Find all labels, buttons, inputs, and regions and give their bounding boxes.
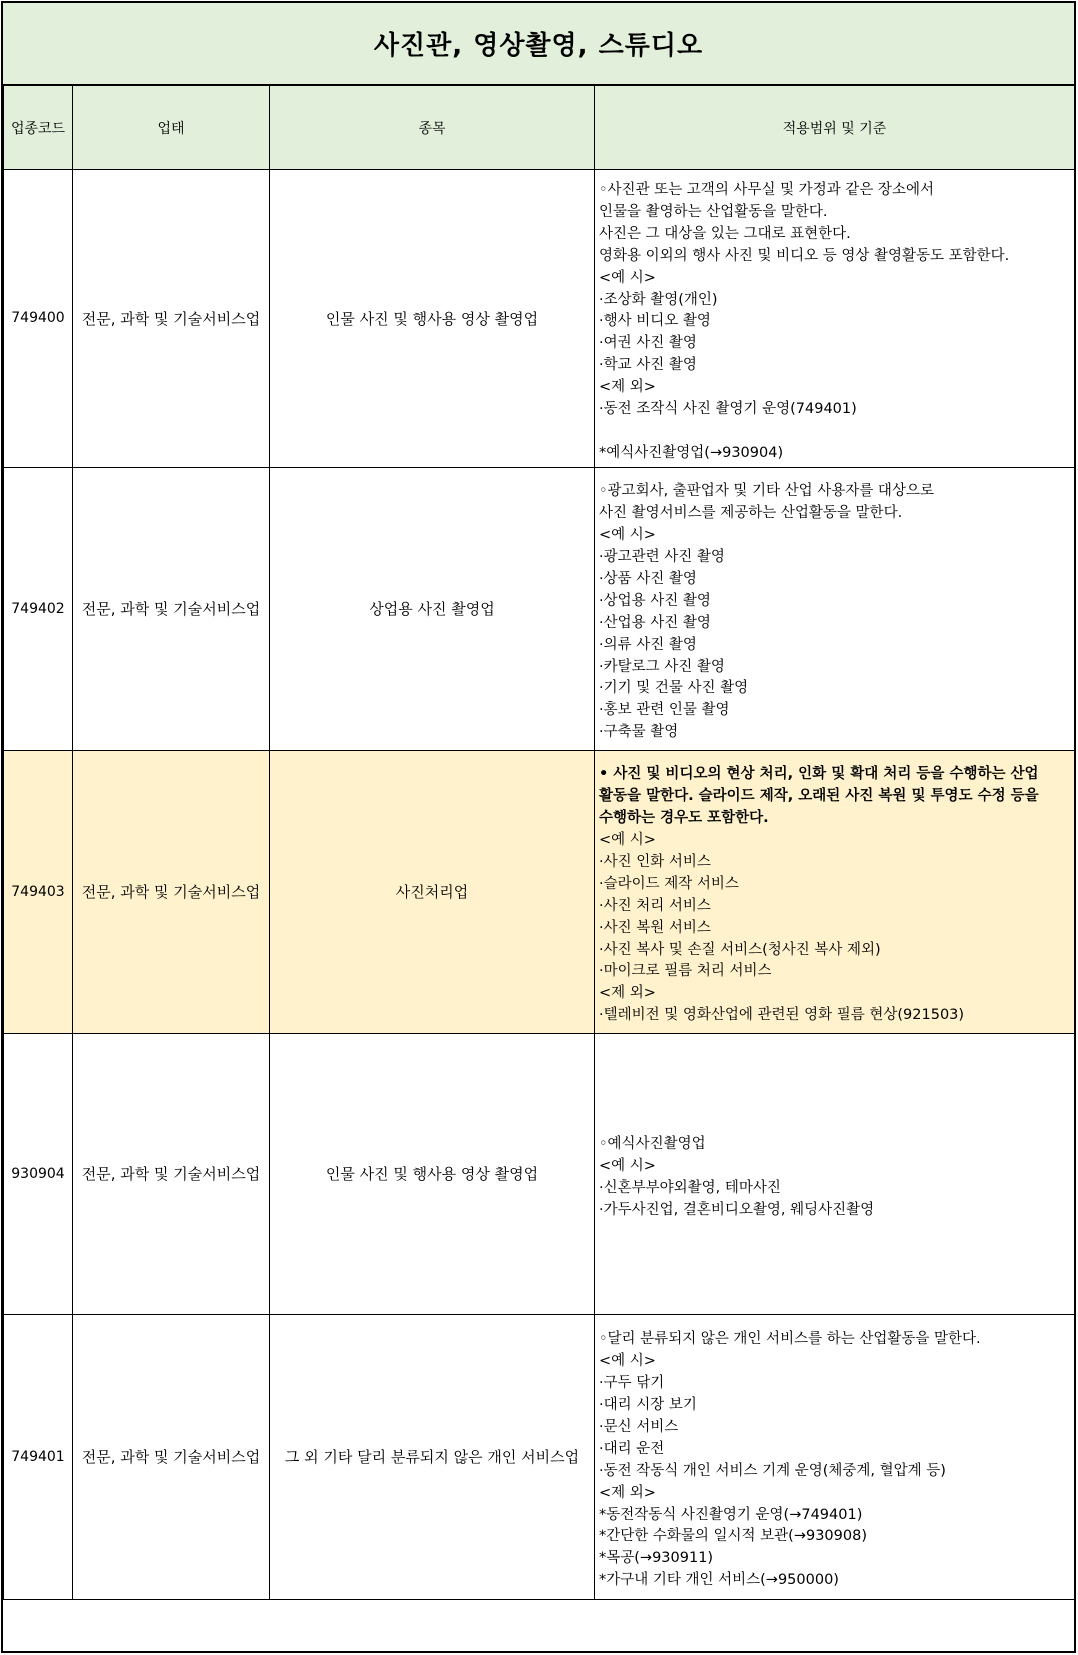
scope-line: ◦달리 분류되지 않은 개인 서비스를 하는 산업활동을 말한다. [599, 1331, 981, 1348]
cell-scope [595, 170, 1075, 468]
scope-line: ·행사 비디오 촬영 [599, 313, 711, 330]
header-code: 업종코드 [4, 86, 73, 170]
cell-item: 상업용 사진 촬영업 [270, 467, 595, 750]
scope-line: <예 시> [599, 1157, 656, 1174]
page-title: 사진관, 영상촬영, 스튜디오 [3, 3, 1074, 85]
cell-business: 전문, 과학 및 기술서비스업 [73, 170, 270, 468]
scope-line: *간단한 수화물의 일시적 보관(→930908) [599, 1528, 867, 1545]
scope-line: 영화용 이외의 행사 사진 및 비디오 등 영상 촬영활동도 포함한다. [599, 247, 1010, 264]
scope-line: ·사진 처리 서비스 [599, 897, 711, 914]
scope-line: ·학교 사진 촬영 [599, 357, 697, 374]
scope-line: ·텔레비전 및 영화산업에 관련된 영화 필름 현상(921503) [599, 1007, 965, 1024]
scope-line: ·사진 복원 서비스 [599, 919, 711, 936]
scope-bold-line: 수행하는 경우도 포함한다. [599, 810, 769, 827]
cell-scope [595, 1314, 1075, 1599]
scope-line: ·사진 복사 및 손질 서비스(청사진 복사 제외) [599, 941, 881, 958]
scope-line: ·대리 시장 보기 [599, 1397, 697, 1414]
table-row [4, 170, 1075, 468]
scope-line: <예 시> [599, 269, 656, 286]
table-row [4, 467, 1075, 750]
scope-line: 사진은 그 대상을 있는 그대로 표현한다. [599, 225, 851, 242]
scope-line: ·기기 및 건물 사진 촬영 [599, 680, 749, 697]
scope-line: <예 시> [599, 1353, 656, 1370]
scope-line: ·의류 사진 촬영 [599, 636, 697, 653]
scope-line: ·구축물 촬영 [599, 724, 679, 741]
scope-line: *가구내 기타 개인 서비스(→950000) [599, 1572, 839, 1589]
scope-line: ·홍보 관련 인물 촬영 [599, 702, 730, 719]
cell-business: 전문, 과학 및 기술서비스업 [73, 467, 270, 750]
scope-line: ·슬라이드 제작 서비스 [599, 875, 739, 892]
scope-line: *동전작동식 사진촬영기 운영(→749401) [599, 1506, 863, 1523]
category-table [3, 85, 1075, 1600]
scope-bold-line: 활동을 말한다. 슬라이드 제작, 오래된 사진 복원 및 투영도 수정 등을 [599, 788, 1039, 805]
scope-line: ·상품 사진 촬영 [599, 570, 697, 587]
scope-line: ·여권 사진 촬영 [599, 335, 697, 352]
table-row [4, 1314, 1075, 1599]
cell-scope [595, 1033, 1075, 1314]
scope-line: *예식사진촬영업(→930904) [599, 444, 784, 461]
scope-line: 인물을 촬영하는 산업활동을 말한다. [599, 203, 828, 220]
scope-line: ·가두사진업, 결혼비디오촬영, 웨딩사진촬영 [599, 1201, 875, 1218]
cell-code: 749400 [4, 170, 73, 468]
cell-item: 그 외 기타 달리 분류되지 않은 개인 서비스업 [270, 1314, 595, 1599]
header-business: 업태 [73, 86, 270, 170]
cell-item: 인물 사진 및 행사용 영상 촬영업 [270, 1033, 595, 1314]
scope-line: ·사진 인화 서비스 [599, 853, 711, 870]
header-scope: 적용범위 및 기준 [595, 86, 1075, 170]
cell-scope [595, 750, 1075, 1033]
scope-line: <예 시> [599, 832, 656, 849]
cell-item: 인물 사진 및 행사용 영상 촬영업 [270, 170, 595, 468]
header-item: 종목 [270, 86, 595, 170]
cell-business: 전문, 과학 및 기술서비스업 [73, 750, 270, 1033]
table-row [4, 1033, 1075, 1314]
scope-line: ·동전 조작식 사진 촬영기 운영(749401) [599, 401, 857, 418]
scope-line: ·광고관련 사진 촬영 [599, 549, 725, 566]
scope-line: ·신혼부부야외촬영, 테마사진 [599, 1179, 781, 1196]
scope-line: ·대리 운전 [599, 1440, 665, 1457]
cell-scope [595, 467, 1075, 750]
scope-line: ·산업용 사진 촬영 [599, 614, 711, 631]
scope-line: <제 외> [599, 985, 656, 1002]
cell-code: 749403 [4, 750, 73, 1033]
cell-business: 전문, 과학 및 기술서비스업 [73, 1033, 270, 1314]
cell-business: 전문, 과학 및 기술서비스업 [73, 1314, 270, 1599]
scope-line: ·상업용 사진 촬영 [599, 592, 711, 609]
cell-item: 사진처리업 [270, 750, 595, 1033]
scope-line: <예 시> [599, 527, 656, 544]
scope-line: <제 외> [599, 1484, 656, 1501]
scope-bold-line: • 사진 및 비디오의 현상 처리, 인화 및 확대 처리 등을 수행하는 산업 [599, 766, 1039, 783]
scope-line-blank [599, 421, 1070, 443]
scope-line: ◦사진관 또는 고객의 사무실 및 가정과 같은 장소에서 [599, 182, 934, 198]
header-row [4, 86, 1075, 170]
scope-line: <제 외> [599, 379, 656, 396]
scope-line: ·카탈로그 사진 촬영 [599, 658, 725, 675]
scope-line: ·문신 서비스 [599, 1418, 679, 1435]
cell-code: 749402 [4, 467, 73, 750]
sheet [1, 1, 1076, 1653]
scope-line: 사진 촬영서비스를 제공하는 산업활동을 말한다. [599, 505, 903, 522]
scope-line: *목공(→930911) [599, 1550, 714, 1567]
table-row-highlighted [4, 750, 1075, 1033]
cell-code: 930904 [4, 1033, 73, 1314]
scope-line: ·마이크로 필름 처리 서비스 [599, 963, 772, 980]
scope-line: ·구두 닦기 [599, 1375, 665, 1392]
scope-line: ◦광고회사, 출판업자 및 기타 산업 사용자를 대상으로 [599, 483, 934, 500]
scope-line: ·동전 작동식 개인 서비스 기계 운영(체중계, 혈압계 등) [599, 1462, 946, 1479]
scope-line: ◦예식사진촬영업 [599, 1135, 706, 1152]
cell-code: 749401 [4, 1314, 73, 1599]
scope-line: ·조상화 촬영(개인) [599, 291, 718, 308]
